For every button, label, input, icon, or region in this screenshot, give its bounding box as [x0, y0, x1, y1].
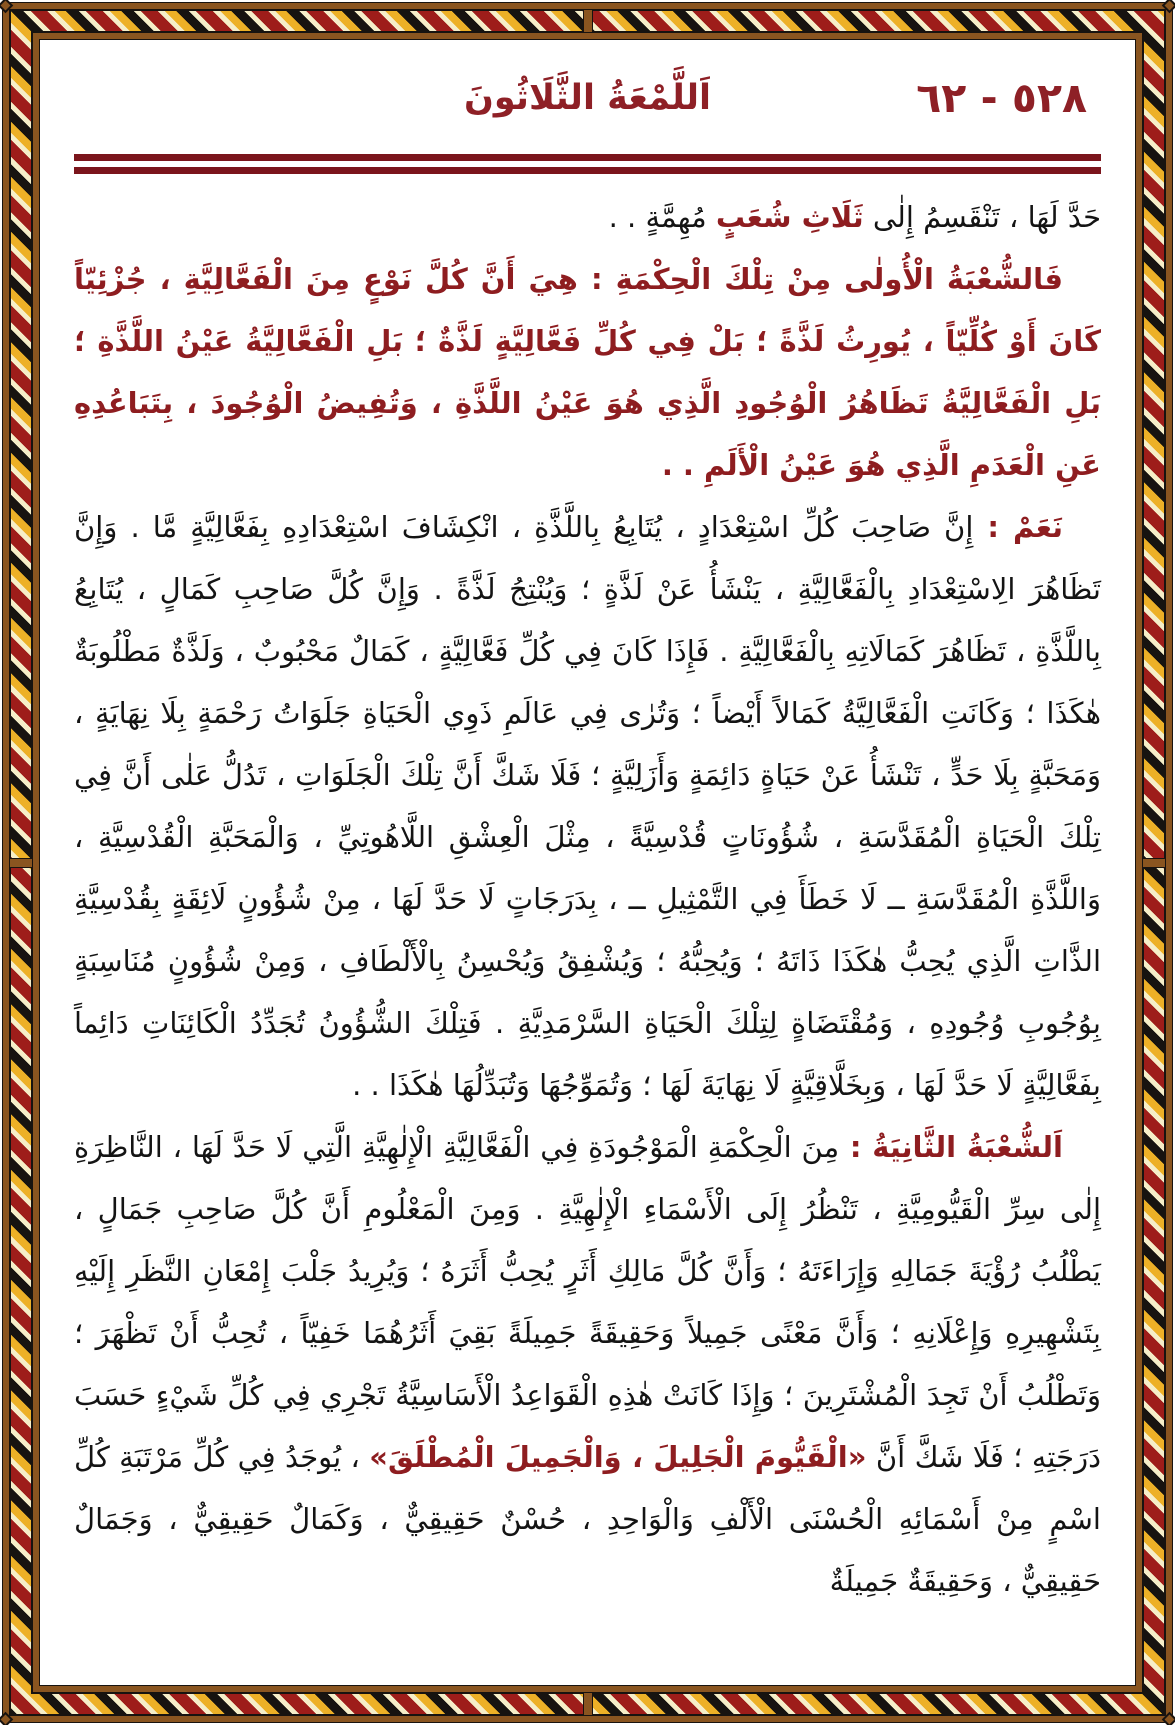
text-segment: حَدَّ لَهَا ، تَنْقَسِمُ إِلٰى — [863, 200, 1101, 234]
paragraph — [74, 248, 1101, 496]
text-segment: ، يُوجَدُ فِي كُلِّ مَرْتَبَةِ كُلِّ اسْمٍ مِنْ أَسْمَائِهِ الْحُسْنَى الْأَلْفِ وَالْوَاحِدِ ، حُسْنٌ حَقِيقِيٌّ ، وَكَمَالٌ حَقِيقِيٌّ ، وَجَمَالٌ حَقِيقِيٌّ ، وَحَقِيقَةٌ جَمِيلَةٌ — [74, 1440, 1101, 1598]
text-segment: نَعَمْ : — [973, 510, 1063, 544]
page-number: ٥٢٨ - ٦٢ — [916, 74, 1087, 122]
text-segment: اَلشُّعْبَةُ الثَّانِيَةُ : — [839, 1130, 1063, 1164]
border-bottom-tab-ornament — [583, 1692, 593, 1716]
text-segment: إِنَّ صَاحِبَ كُلِّ اسْتِعْدَادٍ ، يُتَابِعُ بِاللَّذَّةِ ، انْكِشَافَ اسْتِعْدَادِهِ بِفَعَّالِيَّةٍ مَّا . وَإِنَّ تَظَاهُرَ الِاسْتِعْدَادِ بِالْفَعَّالِيَّةِ ، يَنْشَأُ عَنْ لَذَّةٍ ؛ وَيُنْتِجُ لَذَّةً . وَإِنَّ كُلَّ صَاحِبِ كَمَالٍ ، يُتَابِعُ بِاللَّذَّةِ ، تَظَاهُرَ كَمَالَاتِهِ بِالْفَعَّالِيَّةِ . فَإِذَا كَانَ فِي كُلِّ فَعَّالِيَّةٍ ، كَمَالٌ مَحْبُوبٌ ، وَلَذَّةٌ مَطْلُوبَةٌ هٰكَذَا ؛ وَكَانَتِ الْفَعَّالِيَّةُ كَمَالاً أَيْضاً ؛ وَتُرٰى فِي عَالَمِ ذَوِي الْحَيَاةِ جَلَوَاتُ رَحْمَةٍ بِلَا نِهَايَةٍ ، وَمَحَبَّةٍ بِلَا حَدٍّ ، تَنْشَأُ عَنْ حَيَاةٍ دَائِمَةٍ وَأَزَلِيَّةٍ ؛ فَلَا شَكَّ أَنَّ تِلْكَ الْجَلَوَاتِ ، تَدُلُّ عَلٰى أَنَّ فِي تِلْكَ الْحَيَاةِ الْمُقَدَّسَةِ ، شُؤُونَاتٍ قُدْسِيَّةً ، مِثْلَ الْعِشْقِ اللَّاهُوتِيِّ ، وَالْمَحَبَّةِ الْقُدْسِيَّةِ ، وَاللَّذَّةِ الْمُقَدَّسَةِ ــ لَا خَطَأَ فِي التَّمْثِيلِ ــ ، بِدَرَجَاتٍ لَا حَدَّ لَهَا ، مِنْ شُؤُونٍ لَائِقَةٍ بِقُدْسِيَّةِ الذَّاتِ الَّذِي يُحِبُّ هٰكَذَا ذَاتَهُ ؛ وَيُحِبُّهُ ؛ وَيُشْفِقُ وَيُحْسِنُ بِالْأَلْطَافِ ، وَمِنْ شُؤُونٍ مُنَاسِبَةٍ بِوُجُوبِ وُجُودِهِ ، وَمُقْتَضَاةٍ لِتِلْكَ الْحَيَاةِ السَّرْمَدِيَّةِ . فَتِلْكَ الشُّؤُونُ تُجَدِّدُ الْكَائِنَاتِ دَائِماً بِفَعَّالِيَّةٍ لَا حَدَّ لَهَا ، وَبِخَلَّاقِيَّةٍ لَا نِهَايَةَ لَهَا ؛ وَتُمَوِّجُهَا وَتُبَدِّلُهَا هٰكَذَا . . — [74, 510, 1101, 1102]
page-title: اَللَّمْعَةُ الثَّلَاثُونَ — [463, 78, 712, 118]
border-corner-ornament — [1162, 1712, 1175, 1725]
text-segment: مُهِمَّةٍ . . — [608, 200, 716, 234]
border-top-tab-ornament — [583, 9, 593, 33]
border-left-tab-ornament — [9, 858, 33, 868]
paragraph — [74, 496, 1101, 1116]
border-corner-ornament — [0, 1712, 13, 1725]
paragraph — [74, 186, 1101, 248]
header-divider — [74, 154, 1101, 174]
border-corner-ornament — [1162, 0, 1175, 13]
border-right-tab-ornament — [1142, 858, 1166, 868]
text-segment: ثَلَاثِ شُعَبٍ — [715, 200, 864, 234]
text-segment: «الْقَيُّومَ الْجَلِيلَ ، وَالْجَمِيلَ الْمُطْلَقَ» — [369, 1440, 867, 1474]
page-header — [74, 62, 1101, 154]
text-segment: مِنَ الْحِكْمَةِ الْمَوْجُودَةِ فِي الْفَعَّالِيَّةِ الْإِلٰهِيَّةِ الَّتِي لَا حَدَّ لَهَا ، النَّاظِرَةِ إِلٰى سِرِّ الْقَيُّومِيَّةِ ، تَنْظُرُ إِلَى الْأَسْمَاءِ الْإِلٰهِيَّةِ . وَمِنَ الْمَعْلُومِ أَنَّ كُلَّ صَاحِبِ جَمَالٍ ، يَطْلُبُ رُؤْيَةَ جَمَالِهِ وَإِرَاءَتَهُ ؛ وَأَنَّ كُلَّ مَالِكِ أَثَرٍ يُحِبُّ أَثَرَهُ ؛ وَيُرِيدُ جَلْبَ إِمْعَانِ النَّظَرِ إِلَيْهِ بِتَشْهِيرِهِ وَإِعْلَانِهِ ؛ وَأَنَّ مَعْنًى جَمِيلاً وَحَقِيقَةً جَمِيلَةً بَقِيَ أَثَرُهُمَا خَفِيّاً ، تُحِبُّ أَنْ تَظْهَرَ ؛ وَتَطْلُبُ أَنْ تَجِدَ الْمُشْتَرِينَ ؛ وَإِذَا كَانَتْ هٰذِهِ الْقَوَاعِدُ الْأَسَاسِيَّةُ تَجْرِي فِي كُلِّ شَيْءٍ حَسَبَ دَرَجَتِهِ ؛ فَلَا شَكَّ أَنَّ — [74, 1130, 1101, 1474]
paragraph — [74, 1116, 1101, 1612]
border-corner-ornament — [0, 0, 13, 13]
text-segment: فَالشُّعْبَةُ الْأُولٰى مِنْ تِلْكَ الْحِكْمَةِ : هِيَ أَنَّ كُلَّ نَوْعٍ مِنَ الْفَعَّالِيَّةِ ، جُزْئِيّاً كَانَ أَوْ كُلِّيّاً ، يُورِثُ لَذَّةً ؛ بَلْ فِي كُلِّ فَعَّالِيَّةٍ لَذَّةٌ ؛ بَلِ الْفَعَّالِيَّةُ عَيْنُ اللَّذَّةِ ؛ بَلِ الْفَعَّالِيَّةُ تَظَاهُرُ الْوُجُودِ الَّذِي هُوَ عَيْنُ اللَّذَّةِ ، وَتُفِيضُ الْوُجُودَ ، بِتَبَاعُدِهِ عَنِ الْعَدَمِ الَّذِي هُوَ عَيْنُ الْأَلَمِ . . — [74, 262, 1101, 482]
body-text — [74, 186, 1101, 1612]
page-content — [40, 40, 1135, 1685]
